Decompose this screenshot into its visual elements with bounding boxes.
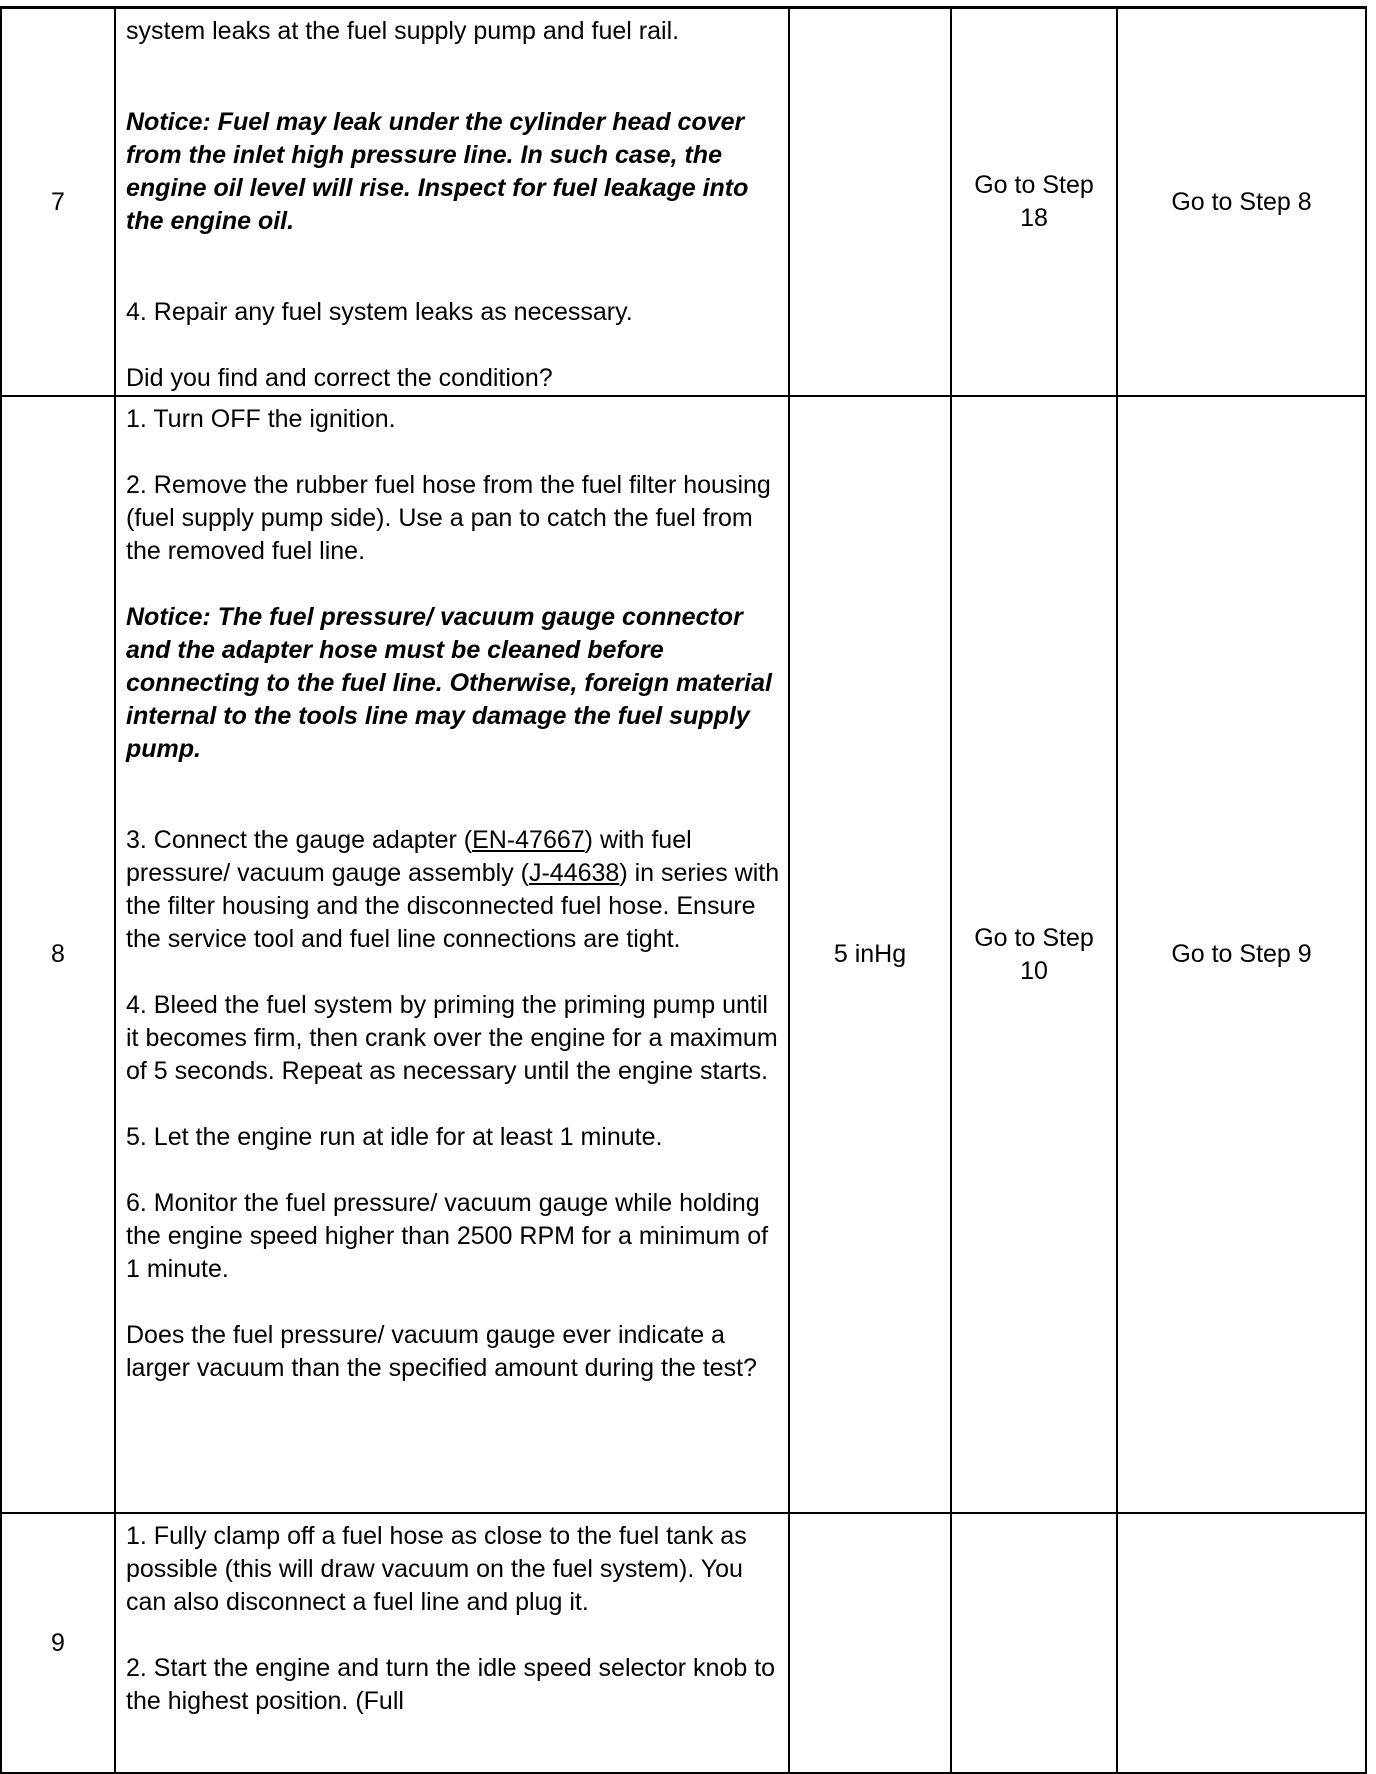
action-cell [115,396,789,1513]
yes-cell [951,8,1117,397]
step-number: 9 [1,1513,115,1773]
diagnostic-table [0,6,1367,1774]
no-cell [1117,396,1366,1513]
action-text: 2. Start the engine and turn the idle speed selector knob to the highest position. (Full [126,1654,776,1715]
action-text: 5. Let the engine run at idle for at least 1 minute. [126,1123,663,1151]
value-cell [789,1513,951,1773]
step-number: 8 [1,396,115,1513]
action-text [126,824,780,956]
table-row [1,8,1366,397]
step-number: 7 [1,8,115,397]
tool-link-j-44638[interactable]: J-44638 [528,859,620,887]
no-cell [1117,8,1366,397]
action-text-part: ) in series with the filter housing and the disconnected fuel hose. Ensure the service tool and fuel line connections are tight. [126,859,780,953]
no-link[interactable]: Go to Step 8 [1171,187,1312,216]
no-link[interactable]: Go to Step 9 [1171,940,1312,968]
action-text: 1. Fully clamp off a fuel hose as close to the fuel tank as possible (this will draw vacuum on the fuel system). You can also disconnect a fuel line and plug it. [126,1522,747,1616]
yes-link[interactable]: Go to Step 10 [974,923,1094,985]
value-cell [789,8,951,397]
yes-link[interactable]: Go to Step 18 [974,171,1094,232]
table-row [1,1513,1366,1773]
action-cell [115,1513,789,1773]
action-text: 4. Bleed the fuel system by priming the priming pump until it becomes firm, then crank over the engine for a maximum of 5 seconds. Repeat as necessary until the engine starts. [126,991,778,1085]
action-cell [115,8,789,397]
question-text: Does the fuel pressure/ vacuum gauge ever indicate a larger vacuum than the specified amount during the test? [126,1321,757,1382]
question-text: Did you find and correct the condition? [126,364,553,392]
action-text: 1. Turn OFF the ignition. [126,405,396,433]
table-row [1,396,1366,1513]
no-cell [1117,1513,1366,1773]
tool-link-en-47667[interactable]: EN-47667 [472,826,585,854]
value-cell: 5 inHg [789,396,951,1513]
action-text-part: ) with fuel pressure/ vacuum gauge assembly ( [126,826,692,887]
notice-text: Notice: Fuel may leak under the cylinder head cover from the inlet high pressure line. In such case, the engine oil level will rise. Inspect for fuel leakage into the engine oil. [126,108,749,235]
action-text: 6. Monitor the fuel pressure/ vacuum gauge while holding the engine speed higher than 2500 RPM for a minimum of 1 minute. [126,1189,769,1283]
action-text: 4. Repair any fuel system leaks as necessary. [126,298,633,326]
action-text-part: 3. Connect the gauge adapter ( [126,826,473,854]
action-text: system leaks at the fuel supply pump and fuel rail. [126,17,680,45]
notice-text: Notice: The fuel pressure/ vacuum gauge connector and the adapter hose must be cleaned before connecting to the fuel line. Otherwise, foreign material internal to the tools line may damage the fuel supply pump. [126,603,772,763]
yes-cell [951,1513,1117,1773]
yes-cell [951,396,1117,1513]
action-text: 2. Remove the rubber fuel hose from the fuel filter housing (fuel supply pump side). Use a pan to catch the fuel from the removed fuel line. [126,471,771,565]
